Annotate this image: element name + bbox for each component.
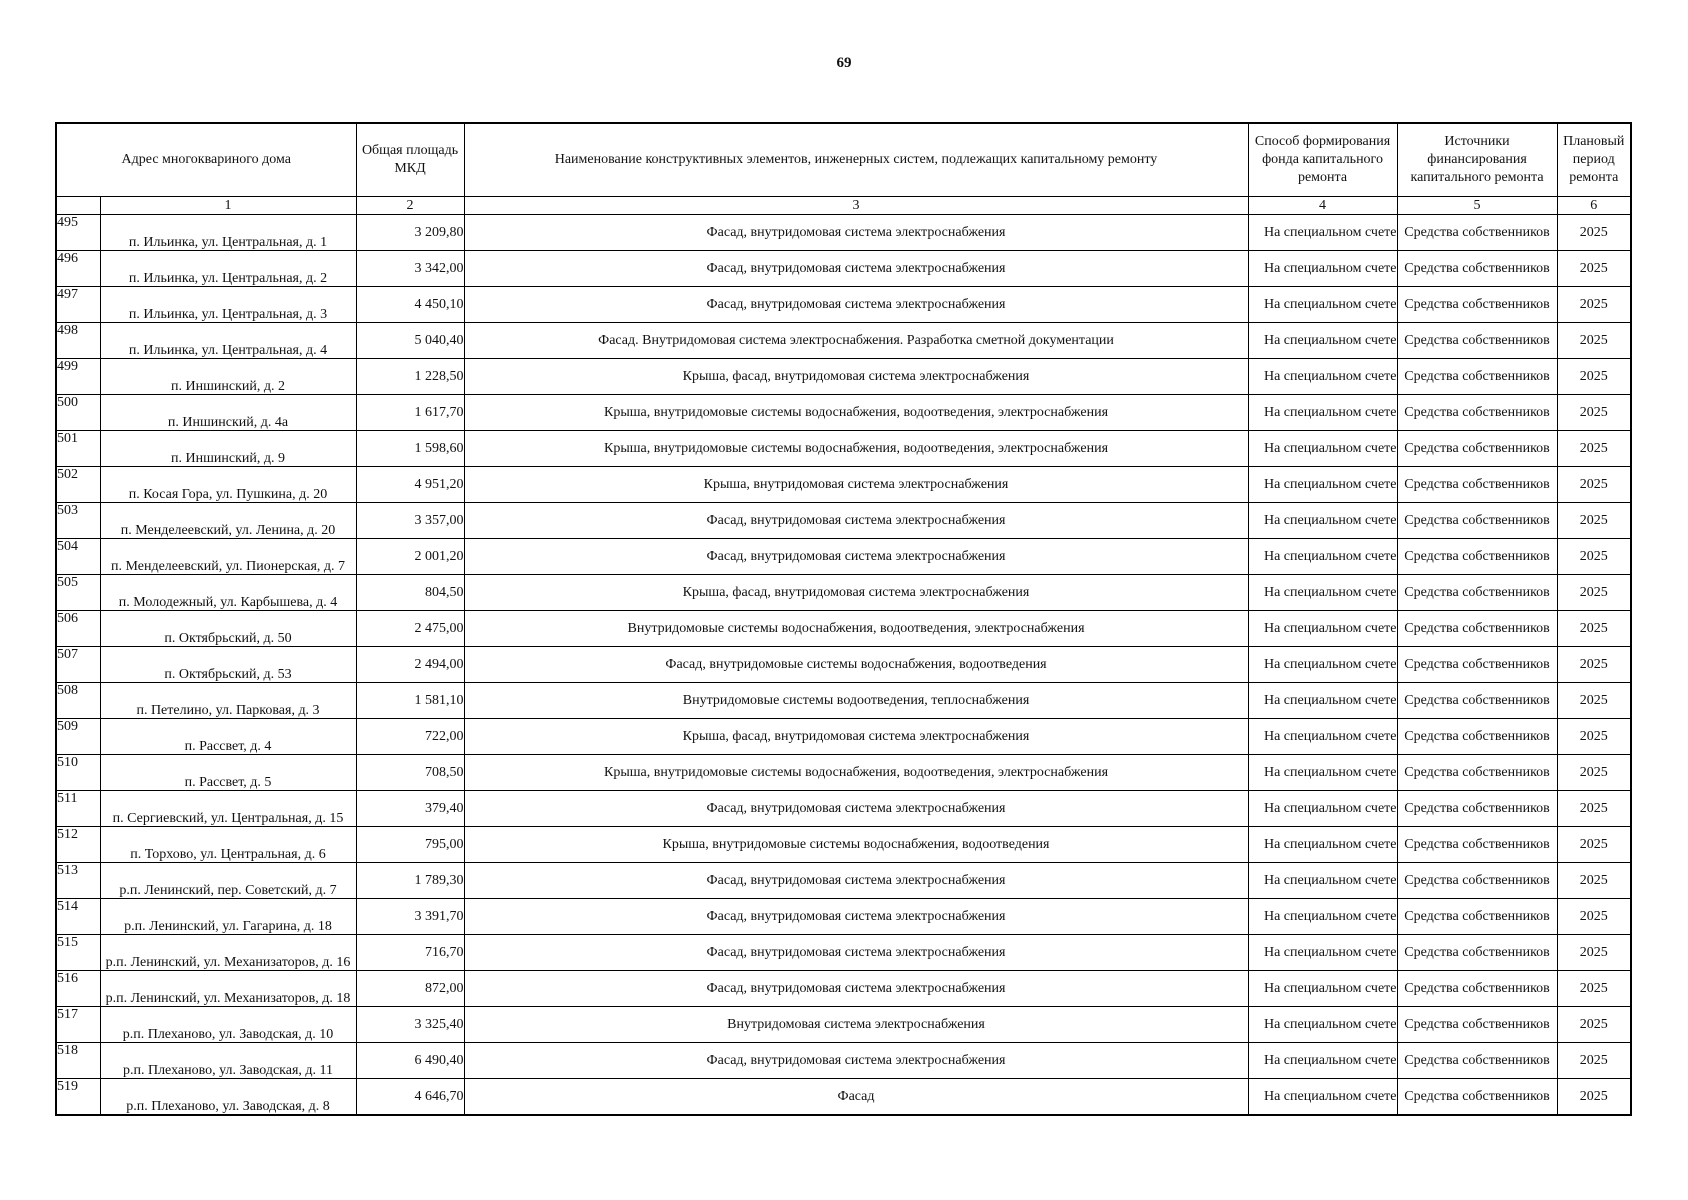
planned-period-cell: 2025: [1557, 971, 1631, 1007]
fund-method-cell: На специальном счете: [1248, 683, 1397, 719]
header-financing-source: Источники финансирования капитального ремонта: [1397, 123, 1557, 197]
planned-period-cell: 2025: [1557, 359, 1631, 395]
planned-period-cell: 2025: [1557, 395, 1631, 431]
address-cell: р.п. Плеханово, ул. Заводская, д. 8: [100, 1079, 356, 1116]
table-row: [56, 467, 1631, 503]
planned-period-cell: 2025: [1557, 323, 1631, 359]
area-cell: 708,50: [356, 755, 464, 791]
financing-source-cell: Средства собственников: [1397, 719, 1557, 755]
financing-source-cell: Средства собственников: [1397, 539, 1557, 575]
area-cell: 1 581,10: [356, 683, 464, 719]
table-row: [56, 395, 1631, 431]
address-cell: п. Сергиевский, ул. Центральная, д. 15: [100, 791, 356, 827]
area-cell: 795,00: [356, 827, 464, 863]
address-cell: р.п. Плеханово, ул. Заводская, д. 11: [100, 1043, 356, 1079]
financing-source-cell: Средства собственников: [1397, 863, 1557, 899]
row-number: 519: [56, 1079, 100, 1116]
fund-method-cell: На специальном счете: [1248, 467, 1397, 503]
table-row: [56, 863, 1631, 899]
address-cell: п. Рассвет, д. 5: [100, 755, 356, 791]
elements-cell: Крыша, внутридомовая система электроснабжения: [464, 467, 1248, 503]
table-row: [56, 719, 1631, 755]
fund-method-cell: На специальном счете: [1248, 287, 1397, 323]
address-cell: п. Петелино, ул. Парковая, д. 3: [100, 683, 356, 719]
header-elements: Наименование конструктивных элементов, инженерных систем, подлежащих капитальному ремонту: [464, 123, 1248, 197]
financing-source-cell: Средства собственников: [1397, 323, 1557, 359]
table-row: [56, 539, 1631, 575]
address-cell: п. Иншинский, д. 2: [100, 359, 356, 395]
column-number: 5: [1397, 197, 1557, 215]
elements-cell: Внутридомовые системы водоснабжения, водоотведения, электроснабжения: [464, 611, 1248, 647]
address-cell: п. Октябрьский, д. 53: [100, 647, 356, 683]
financing-source-cell: Средства собственников: [1397, 971, 1557, 1007]
planned-period-cell: 2025: [1557, 827, 1631, 863]
financing-source-cell: Средства собственников: [1397, 467, 1557, 503]
elements-cell: Фасад, внутридомовая система электроснабжения: [464, 971, 1248, 1007]
financing-source-cell: Средства собственников: [1397, 755, 1557, 791]
elements-cell: Крыша, внутридомовые системы водоснабжения, водоотведения, электроснабжения: [464, 755, 1248, 791]
table-row: [56, 1043, 1631, 1079]
elements-cell: Фасад, внутридомовая система электроснабжения: [464, 863, 1248, 899]
table-body: [56, 215, 1631, 1116]
planned-period-cell: 2025: [1557, 503, 1631, 539]
elements-cell: Фасад: [464, 1079, 1248, 1116]
header-area: Общая площадь МКД: [356, 123, 464, 197]
area-cell: 2 001,20: [356, 539, 464, 575]
area-cell: 1 789,30: [356, 863, 464, 899]
financing-source-cell: Средства собственников: [1397, 1043, 1557, 1079]
fund-method-cell: На специальном счете: [1248, 935, 1397, 971]
planned-period-cell: 2025: [1557, 539, 1631, 575]
financing-source-cell: Средства собственников: [1397, 287, 1557, 323]
area-cell: 872,00: [356, 971, 464, 1007]
area-cell: 4 450,10: [356, 287, 464, 323]
table-row: [56, 899, 1631, 935]
area-cell: 2 475,00: [356, 611, 464, 647]
address-cell: р.п. Ленинский, пер. Советский, д. 7: [100, 863, 356, 899]
planned-period-cell: 2025: [1557, 467, 1631, 503]
table-row: [56, 791, 1631, 827]
elements-cell: Фасад, внутридомовая система электроснабжения: [464, 287, 1248, 323]
planned-period-cell: 2025: [1557, 1007, 1631, 1043]
elements-cell: Крыша, внутридомовые системы водоснабжения, водоотведения, электроснабжения: [464, 431, 1248, 467]
table-row: [56, 827, 1631, 863]
area-cell: 804,50: [356, 575, 464, 611]
fund-method-cell: На специальном счете: [1248, 1079, 1397, 1116]
row-number: 514: [56, 899, 100, 935]
address-cell: р.п. Плеханово, ул. Заводская, д. 10: [100, 1007, 356, 1043]
address-cell: п. Иншинский, д. 9: [100, 431, 356, 467]
fund-method-cell: На специальном счете: [1248, 611, 1397, 647]
financing-source-cell: Средства собственников: [1397, 791, 1557, 827]
fund-method-cell: На специальном счете: [1248, 971, 1397, 1007]
row-number: 518: [56, 1043, 100, 1079]
row-number: 508: [56, 683, 100, 719]
elements-cell: Крыша, внутридомовые системы водоснабжения, водоотведения: [464, 827, 1248, 863]
financing-source-cell: Средства собственников: [1397, 431, 1557, 467]
elements-cell: Фасад, внутридомовая система электроснабжения: [464, 935, 1248, 971]
row-number: 507: [56, 647, 100, 683]
row-number: 497: [56, 287, 100, 323]
planned-period-cell: 2025: [1557, 431, 1631, 467]
table-row: [56, 971, 1631, 1007]
row-number: 496: [56, 251, 100, 287]
planned-period-cell: 2025: [1557, 863, 1631, 899]
row-number: 515: [56, 935, 100, 971]
fund-method-cell: На специальном счете: [1248, 215, 1397, 251]
area-cell: 4 646,70: [356, 1079, 464, 1116]
financing-source-cell: Средства собственников: [1397, 935, 1557, 971]
table-row: [56, 755, 1631, 791]
row-number: 495: [56, 215, 100, 251]
fund-method-cell: На специальном счете: [1248, 503, 1397, 539]
address-cell: п. Ильинка, ул. Центральная, д. 1: [100, 215, 356, 251]
fund-method-cell: На специальном счете: [1248, 251, 1397, 287]
fund-method-cell: На специальном счете: [1248, 575, 1397, 611]
header-fund-method: Способ формирования фонда капитального ремонта: [1248, 123, 1397, 197]
column-numbers-row: [56, 197, 1631, 215]
elements-cell: Фасад, внутридомовая система электроснабжения: [464, 791, 1248, 827]
address-cell: п. Рассвет, д. 4: [100, 719, 356, 755]
table-header: [56, 123, 1631, 215]
row-number: 516: [56, 971, 100, 1007]
area-cell: 716,70: [356, 935, 464, 971]
elements-cell: Фасад, внутридомовые системы водоснабжения, водоотведения: [464, 647, 1248, 683]
planned-period-cell: 2025: [1557, 1043, 1631, 1079]
area-cell: 5 040,40: [356, 323, 464, 359]
financing-source-cell: Средства собственников: [1397, 575, 1557, 611]
row-number: 504: [56, 539, 100, 575]
column-number: [56, 197, 100, 215]
address-cell: п. Иншинский, д. 4а: [100, 395, 356, 431]
elements-cell: Внутридомовая система электроснабжения: [464, 1007, 1248, 1043]
planned-period-cell: 2025: [1557, 1079, 1631, 1116]
table-row: [56, 935, 1631, 971]
financing-source-cell: Средства собственников: [1397, 899, 1557, 935]
fund-method-cell: На специальном счете: [1248, 395, 1397, 431]
planned-period-cell: 2025: [1557, 611, 1631, 647]
elements-cell: Крыша, фасад, внутридомовая система электроснабжения: [464, 719, 1248, 755]
area-cell: 3 342,00: [356, 251, 464, 287]
fund-method-cell: На специальном счете: [1248, 719, 1397, 755]
table-row: [56, 647, 1631, 683]
financing-source-cell: Средства собственников: [1397, 215, 1557, 251]
financing-source-cell: Средства собственников: [1397, 611, 1557, 647]
financing-source-cell: Средства собственников: [1397, 1079, 1557, 1116]
fund-method-cell: На специальном счете: [1248, 431, 1397, 467]
area-cell: 1 617,70: [356, 395, 464, 431]
row-number: 503: [56, 503, 100, 539]
area-cell: 1 228,50: [356, 359, 464, 395]
elements-cell: Внутридомовые системы водоотведения, теплоснабжения: [464, 683, 1248, 719]
row-number: 511: [56, 791, 100, 827]
fund-method-cell: На специальном счете: [1248, 863, 1397, 899]
area-cell: 3 357,00: [356, 503, 464, 539]
table-row: [56, 611, 1631, 647]
planned-period-cell: 2025: [1557, 719, 1631, 755]
elements-cell: Крыша, внутридомовые системы водоснабжения, водоотведения, электроснабжения: [464, 395, 1248, 431]
area-cell: 3 209,80: [356, 215, 464, 251]
financing-source-cell: Средства собственников: [1397, 359, 1557, 395]
planned-period-cell: 2025: [1557, 575, 1631, 611]
row-number: 506: [56, 611, 100, 647]
financing-source-cell: Средства собственников: [1397, 395, 1557, 431]
planned-period-cell: 2025: [1557, 647, 1631, 683]
elements-cell: Фасад. Внутридомовая система электроснабжения. Разработка сметной документации: [464, 323, 1248, 359]
fund-method-cell: На специальном счете: [1248, 323, 1397, 359]
elements-cell: Фасад, внутридомовая система электроснабжения: [464, 503, 1248, 539]
header-planned-period: Плановый период ремонта: [1557, 123, 1631, 197]
address-cell: п. Ильинка, ул. Центральная, д. 3: [100, 287, 356, 323]
fund-method-cell: На специальном счете: [1248, 899, 1397, 935]
planned-period-cell: 2025: [1557, 791, 1631, 827]
row-number: 517: [56, 1007, 100, 1043]
planned-period-cell: 2025: [1557, 899, 1631, 935]
financing-source-cell: Средства собственников: [1397, 1007, 1557, 1043]
table-row: [56, 323, 1631, 359]
financing-source-cell: Средства собственников: [1397, 503, 1557, 539]
financing-source-cell: Средства собственников: [1397, 251, 1557, 287]
address-cell: п. Торхово, ул. Центральная, д. 6: [100, 827, 356, 863]
fund-method-cell: На специальном счете: [1248, 1043, 1397, 1079]
fund-method-cell: На специальном счете: [1248, 647, 1397, 683]
address-cell: п. Ильинка, ул. Центральная, д. 4: [100, 323, 356, 359]
page-number: 69: [836, 55, 852, 71]
fund-method-cell: На специальном счете: [1248, 791, 1397, 827]
address-cell: р.п. Ленинский, ул. Механизаторов, д. 18: [100, 971, 356, 1007]
table-row: [56, 575, 1631, 611]
area-cell: 2 494,00: [356, 647, 464, 683]
financing-source-cell: Средства собственников: [1397, 683, 1557, 719]
row-number: 500: [56, 395, 100, 431]
table-row: [56, 683, 1631, 719]
table-row: [56, 215, 1631, 251]
area-cell: 379,40: [356, 791, 464, 827]
address-cell: п. Октябрьский, д. 50: [100, 611, 356, 647]
fund-method-cell: На специальном счете: [1248, 827, 1397, 863]
address-cell: п. Менделеевский, ул. Ленина, д. 20: [100, 503, 356, 539]
planned-period-cell: 2025: [1557, 935, 1631, 971]
area-cell: 3 325,40: [356, 1007, 464, 1043]
address-cell: п. Ильинка, ул. Центральная, д. 2: [100, 251, 356, 287]
elements-cell: Фасад, внутридомовая система электроснабжения: [464, 899, 1248, 935]
elements-cell: Фасад, внутридомовая система электроснабжения: [464, 215, 1248, 251]
area-cell: 6 490,40: [356, 1043, 464, 1079]
area-cell: 3 391,70: [356, 899, 464, 935]
column-number: 6: [1557, 197, 1631, 215]
financing-source-cell: Средства собственников: [1397, 647, 1557, 683]
fund-method-cell: На специальном счете: [1248, 539, 1397, 575]
elements-cell: Фасад, внутридомовая система электроснабжения: [464, 1043, 1248, 1079]
row-number: 498: [56, 323, 100, 359]
area-cell: 4 951,20: [356, 467, 464, 503]
address-cell: п. Косая Гора, ул. Пушкина, д. 20: [100, 467, 356, 503]
elements-cell: Фасад, внутридомовая система электроснабжения: [464, 539, 1248, 575]
row-number: 510: [56, 755, 100, 791]
table-row: [56, 359, 1631, 395]
column-number: 1: [100, 197, 356, 215]
row-number: 513: [56, 863, 100, 899]
elements-cell: Фасад, внутридомовая система электроснабжения: [464, 251, 1248, 287]
financing-source-cell: Средства собственников: [1397, 827, 1557, 863]
address-cell: р.п. Ленинский, ул. Гагарина, д. 18: [100, 899, 356, 935]
planned-period-cell: 2025: [1557, 287, 1631, 323]
row-number: 501: [56, 431, 100, 467]
table-row: [56, 1007, 1631, 1043]
header-address: Адрес многоквариного дома: [56, 123, 356, 197]
table-row: [56, 503, 1631, 539]
fund-method-cell: На специальном счете: [1248, 1007, 1397, 1043]
row-number: 505: [56, 575, 100, 611]
area-cell: 1 598,60: [356, 431, 464, 467]
repair-plan-table: [55, 122, 1632, 1116]
address-cell: п. Менделеевский, ул. Пионерская, д. 7: [100, 539, 356, 575]
column-number: 2: [356, 197, 464, 215]
column-number: 4: [1248, 197, 1397, 215]
row-number: 502: [56, 467, 100, 503]
address-cell: р.п. Ленинский, ул. Механизаторов, д. 16: [100, 935, 356, 971]
table-row: [56, 287, 1631, 323]
planned-period-cell: 2025: [1557, 215, 1631, 251]
table-row: [56, 251, 1631, 287]
row-number: 509: [56, 719, 100, 755]
column-number: 3: [464, 197, 1248, 215]
fund-method-cell: На специальном счете: [1248, 359, 1397, 395]
address-cell: п. Молодежный, ул. Карбышева, д. 4: [100, 575, 356, 611]
planned-period-cell: 2025: [1557, 755, 1631, 791]
planned-period-cell: 2025: [1557, 683, 1631, 719]
row-number: 512: [56, 827, 100, 863]
area-cell: 722,00: [356, 719, 464, 755]
table-row: [56, 431, 1631, 467]
elements-cell: Крыша, фасад, внутридомовая система электроснабжения: [464, 359, 1248, 395]
table-row: [56, 1079, 1631, 1116]
elements-cell: Крыша, фасад, внутридомовая система электроснабжения: [464, 575, 1248, 611]
fund-method-cell: На специальном счете: [1248, 755, 1397, 791]
row-number: 499: [56, 359, 100, 395]
planned-period-cell: 2025: [1557, 251, 1631, 287]
